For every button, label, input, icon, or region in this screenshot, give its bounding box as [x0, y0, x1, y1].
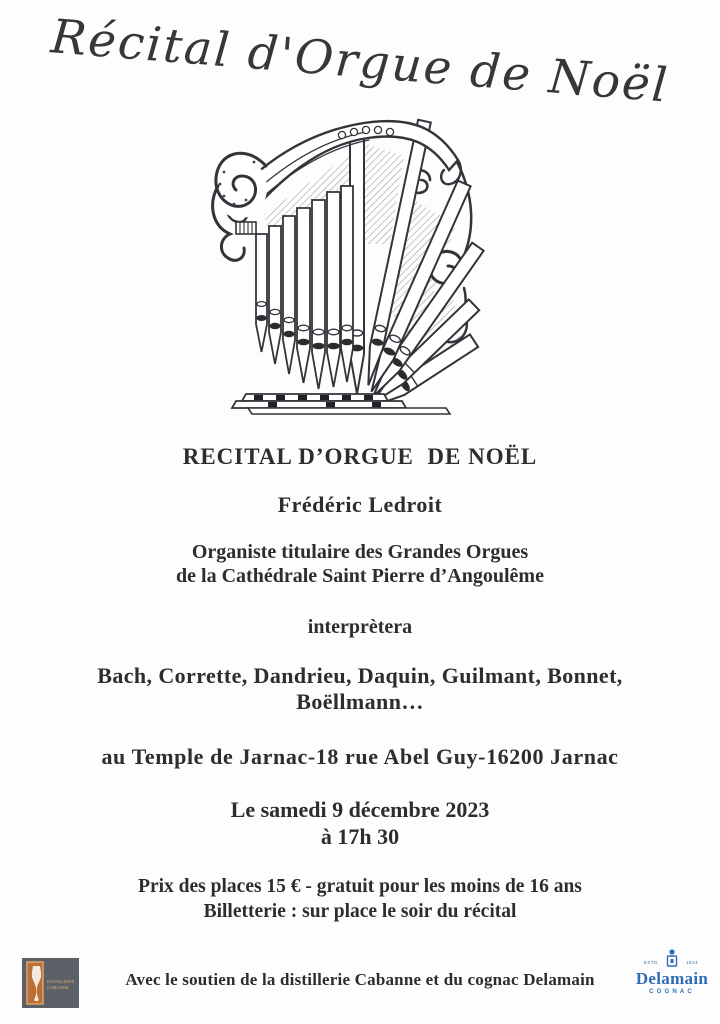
- poster-heading: RECITAL D’ORGUE DE NOËL: [182, 444, 538, 469]
- pricing-block: [0, 874, 720, 924]
- cabanne-logo-line1: DISTILLERIE: [47, 979, 75, 984]
- role-line-1: Organiste titulaire des Grandes Orgues: [191, 541, 529, 563]
- event-time: à 17h 30: [320, 824, 400, 849]
- event-date: Le samedi 9 décembre 2023: [230, 797, 490, 822]
- price-line: Prix des places 15 € - gratuit pour les moins de 16 ans: [138, 876, 582, 897]
- performer-role: [0, 540, 720, 588]
- delamain-wordmark: Delamain: [635, 969, 709, 988]
- delamain-subtitle: COGNAC: [649, 989, 695, 995]
- composers-line-2: Boëllmann…: [296, 689, 424, 714]
- delamain-emblem: [634, 948, 710, 970]
- cabanne-logo-line2: CABANNE: [47, 985, 70, 990]
- script-title: Récital d'Orgue de Noël: [48, 9, 672, 114]
- verb-line: interprètera: [307, 616, 413, 638]
- delamain-cognac-logo: [634, 948, 710, 1010]
- organ-pipes-svg: [206, 102, 498, 432]
- organ-pipes-illustration: [206, 102, 498, 432]
- delamain-emblem-svg: [634, 948, 710, 970]
- performer-name: Frédéric Ledroit: [277, 492, 443, 517]
- venue-line: au Temple de Jarnac-18 rue Abel Guy-16200 Jarnac: [101, 744, 619, 769]
- composers-list: [0, 663, 720, 715]
- tickets-line: Billetterie : sur place le soir du récital: [203, 901, 517, 922]
- delamain-year: 1824: [686, 960, 699, 965]
- sponsors-caption: Avec le soutien de la distillerie Cabanne et du cognac Delamain: [125, 970, 595, 989]
- schedule-block: [0, 796, 720, 850]
- delamain-estd: ESTD: [643, 960, 658, 965]
- composers-line-1: Bach, Corrette, Dandrieu, Daquin, Guilmant, Bonnet,: [97, 663, 623, 688]
- role-line-2: de la Cathédrale Saint Pierre d’Angoulême: [176, 565, 544, 587]
